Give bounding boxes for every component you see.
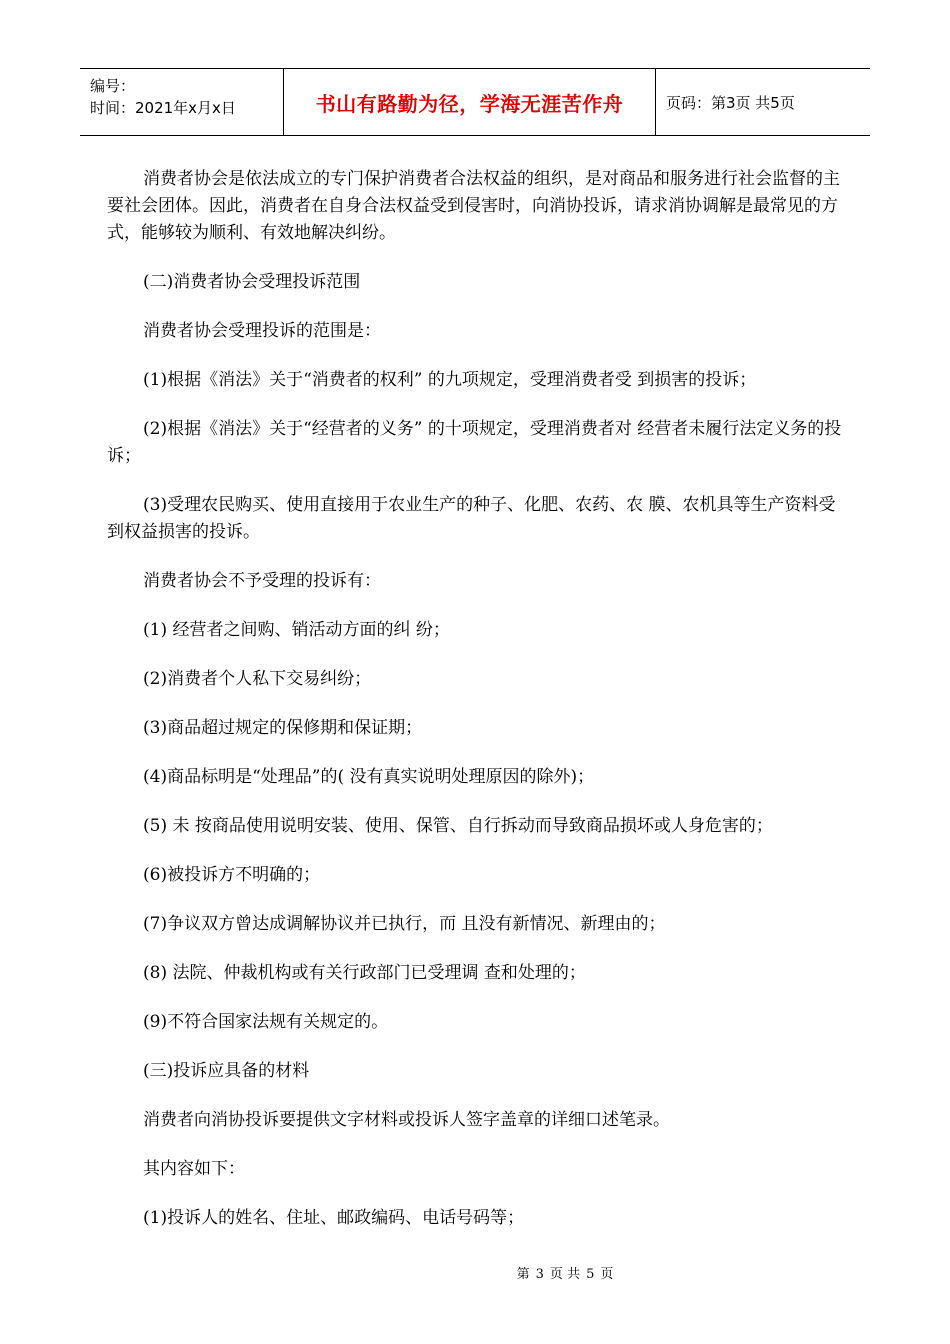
list-item: (7)争议双方曾达成调解协议并已执行，而 且没有新情况、新理由的；: [143, 914, 666, 934]
paragraph: 消费者协会受理投诉的范围是：: [143, 321, 381, 341]
list-item: (3)受理农民购买、使用直接用于农业生产的种子、化肥、农药、农 膜、农机具等生产资料受到权益损害的投诉。: [107, 495, 836, 542]
footer-total-pages: 5: [586, 1267, 595, 1282]
footer-prefix: 第: [516, 1267, 530, 1282]
paragraph: 其内容如下：: [143, 1159, 245, 1179]
footer-current-page: 3: [535, 1267, 544, 1282]
paragraph: 消费者向消协投诉要提供文字材料或投诉人签字盖章的详细口述笔录。: [143, 1110, 670, 1130]
list-item: (3)商品超过规定的保修期和保证期；: [143, 718, 423, 738]
footer-suffix: 页: [600, 1267, 614, 1282]
list-item: (2)根据《消法》关于“经营者的义务” 的十项规定，受理消费者对 经营者未履行法定义务的投诉；: [107, 419, 842, 466]
page-footer: [0, 1263, 950, 1282]
document-header: [80, 68, 870, 136]
footer-middle: 页 共: [549, 1267, 581, 1282]
list-item: (5) 未 按商品使用说明安装、使用、保管、自行拆动而导致商品损坏或人身危害的；: [143, 816, 773, 836]
header-motto: 书山有路勤为径，学海无涯苦作舟: [283, 69, 656, 135]
document-body: [107, 166, 847, 1232]
document-date: 时间：2021年x月x日: [90, 99, 236, 117]
header-meta: [80, 69, 283, 135]
list-item: (1)根据《消法》关于“消费者的权利” 的九项规定，受理消费者受 到损害的投诉；: [143, 370, 757, 390]
section-heading: (三)投诉应具备的材料: [143, 1061, 310, 1081]
section-heading: (二)消费者协会受理投诉范围: [143, 272, 361, 292]
paragraph: 消费者协会是依法成立的专门保护消费者合法权益的组织，是对商品和服务进行社会监督的主要社会团体。因此，消费者在自身合法权益受到侵害时，向消协投诉，请求消协调解是最常见的方式，能够较为顺利、有效地解决纠纷。: [107, 169, 840, 243]
list-item: (8) 法院、仲裁机构或有关行政部门已受理调 查和处理的；: [143, 963, 586, 983]
header-page-info: 页码：第3页 共5页: [666, 93, 795, 112]
list-item: (6)被投诉方不明确的；: [143, 865, 321, 885]
paragraph: 消费者协会不予受理的投诉有：: [143, 571, 381, 591]
list-item: (1)投诉人的姓名、住址、邮政编码、电话号码等；: [143, 1208, 525, 1228]
document-number-label: 编号：: [90, 77, 136, 95]
list-item: (9)不符合国家法规有关规定的。: [143, 1012, 389, 1032]
list-item: (2)消费者个人私下交易纠纷；: [143, 669, 372, 689]
list-item: (4)商品标明是“处理品”的( 没有真实说明处理原因的除外)；: [143, 767, 595, 787]
list-item: (1) 经营者之间购、销活动方面的纠 纷；: [143, 620, 450, 640]
